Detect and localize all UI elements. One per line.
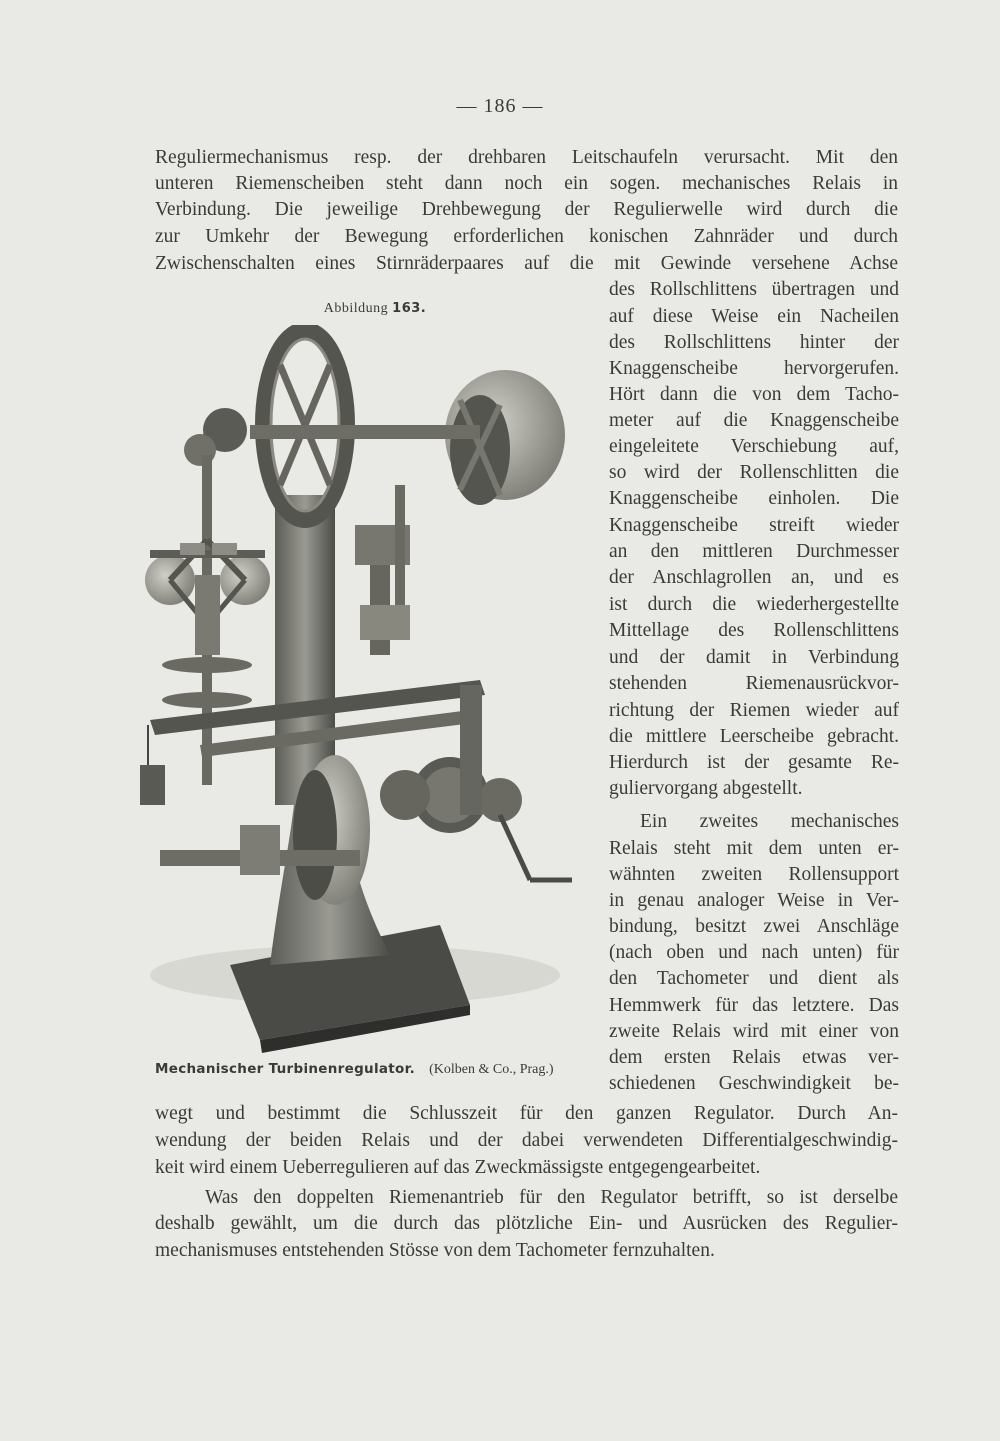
text-line: Hierdurch ist der gesamte Re-	[609, 752, 899, 773]
text-line: stehenden Riemenausrückvor-	[609, 673, 899, 694]
text-line: Reguliermechanismus resp. der drehbaren Leitschaufeln verursacht. Mit den	[155, 147, 898, 168]
text-line: auf diese Weise ein Nacheilen	[609, 306, 899, 327]
caption-credit: (Kolben & Co., Prag.)	[429, 1062, 554, 1077]
text-line: den Tachometer und dient als	[609, 968, 899, 989]
text-line: Mittellage des Rollenschlittens	[609, 620, 899, 641]
figure-label	[295, 301, 455, 317]
text-line: wähnten zweiten Rollensupport	[609, 864, 899, 885]
text-line: keit wird einem Ueberregulieren auf das Zweckmässigste entgegengearbeitet.	[155, 1157, 761, 1178]
caption-title: Mechanischer Turbinenregulator.	[155, 1061, 416, 1077]
text-line: dem ersten Relais etwas ver-	[609, 1047, 899, 1068]
text-line: an den mittleren Durchmesser	[609, 541, 899, 562]
text-line: der Anschlagrollen an, und es	[609, 567, 899, 588]
text-line: wegt und bestimmt die Schlusszeit für den ganzen Regulator. Durch An-	[155, 1103, 898, 1124]
text-line: zweite Relais wird mit einer von	[609, 1021, 899, 1042]
text-line: Verbindung. Die jeweilige Drehbewegung der Regulierwelle wird durch die	[155, 199, 898, 220]
text-line: ist durch die wiederhergestellte	[609, 594, 899, 615]
text-line: unteren Riemenscheiben steht dann noch ein sogen. mechanisches Relais in	[155, 173, 898, 194]
figure-label-prefix: Abbildung	[323, 301, 389, 316]
text-line: Relais steht mit dem unten er-	[609, 838, 899, 859]
text-line: Knaggenscheibe einholen. Die	[609, 488, 899, 509]
text-line: Zwischenschalten eines Stirnräderpaares auf die mit Gewinde versehene Achse	[155, 253, 898, 274]
text-line: des Rollschlittens hinter der	[609, 332, 899, 353]
text-line: Knaggenscheibe streift wieder	[609, 515, 899, 536]
text-line: Was den doppelten Riemenantrieb für den Regulator betrifft, so ist derselbe	[205, 1187, 898, 1208]
text-line: zur Umkehr der Bewegung erforderlichen konischen Zahnräder und durch	[155, 226, 898, 247]
text-line: deshalb gewählt, um die durch das plötzliche Ein- und Ausrücken des Regulier-	[155, 1213, 898, 1234]
text-line: eingeleitete Verschiebung auf,	[609, 436, 899, 457]
text-line: wendung der beiden Relais und der dabei verwendeten Differentialgeschwindig-	[155, 1130, 898, 1151]
text-line: Knaggenscheibe hervorgerufen.	[609, 358, 899, 379]
text-line: so wird der Rollenschlitten die	[609, 462, 899, 483]
text-line: Hemmwerk für das letztere. Das	[609, 995, 899, 1016]
text-line: mechanismuses entstehenden Stösse von dem Tachometer fernzuhalten.	[155, 1240, 715, 1261]
page-number: — 186 —	[456, 95, 544, 117]
text-line: Hört dann die von dem Tacho-	[609, 384, 899, 405]
text-line: guliervorgang abgestellt.	[609, 778, 803, 799]
text-line: Ein zweites mechanisches	[640, 811, 899, 832]
text-line: des Rollschlittens übertragen und	[609, 279, 899, 300]
figure-caption	[155, 1060, 590, 1078]
turbine-regulator-illustration	[140, 325, 585, 1060]
text-line: meter auf die Knaggenscheibe	[609, 410, 899, 431]
text-line: in genau analoger Weise in Ver-	[609, 890, 899, 911]
text-line: bindung, besitzt zwei Anschläge	[609, 916, 899, 937]
text-line: schiedenen Geschwindigkeit be-	[609, 1073, 899, 1094]
text-line: (nach oben und nach unten) für	[609, 942, 899, 963]
text-line: die mittlere Leerscheibe gebracht.	[609, 726, 899, 747]
text-line: und der damit in Verbindung	[609, 647, 899, 668]
text-line: richtung der Riemen wieder auf	[609, 700, 899, 721]
figure-label-number: 163.	[392, 301, 427, 316]
